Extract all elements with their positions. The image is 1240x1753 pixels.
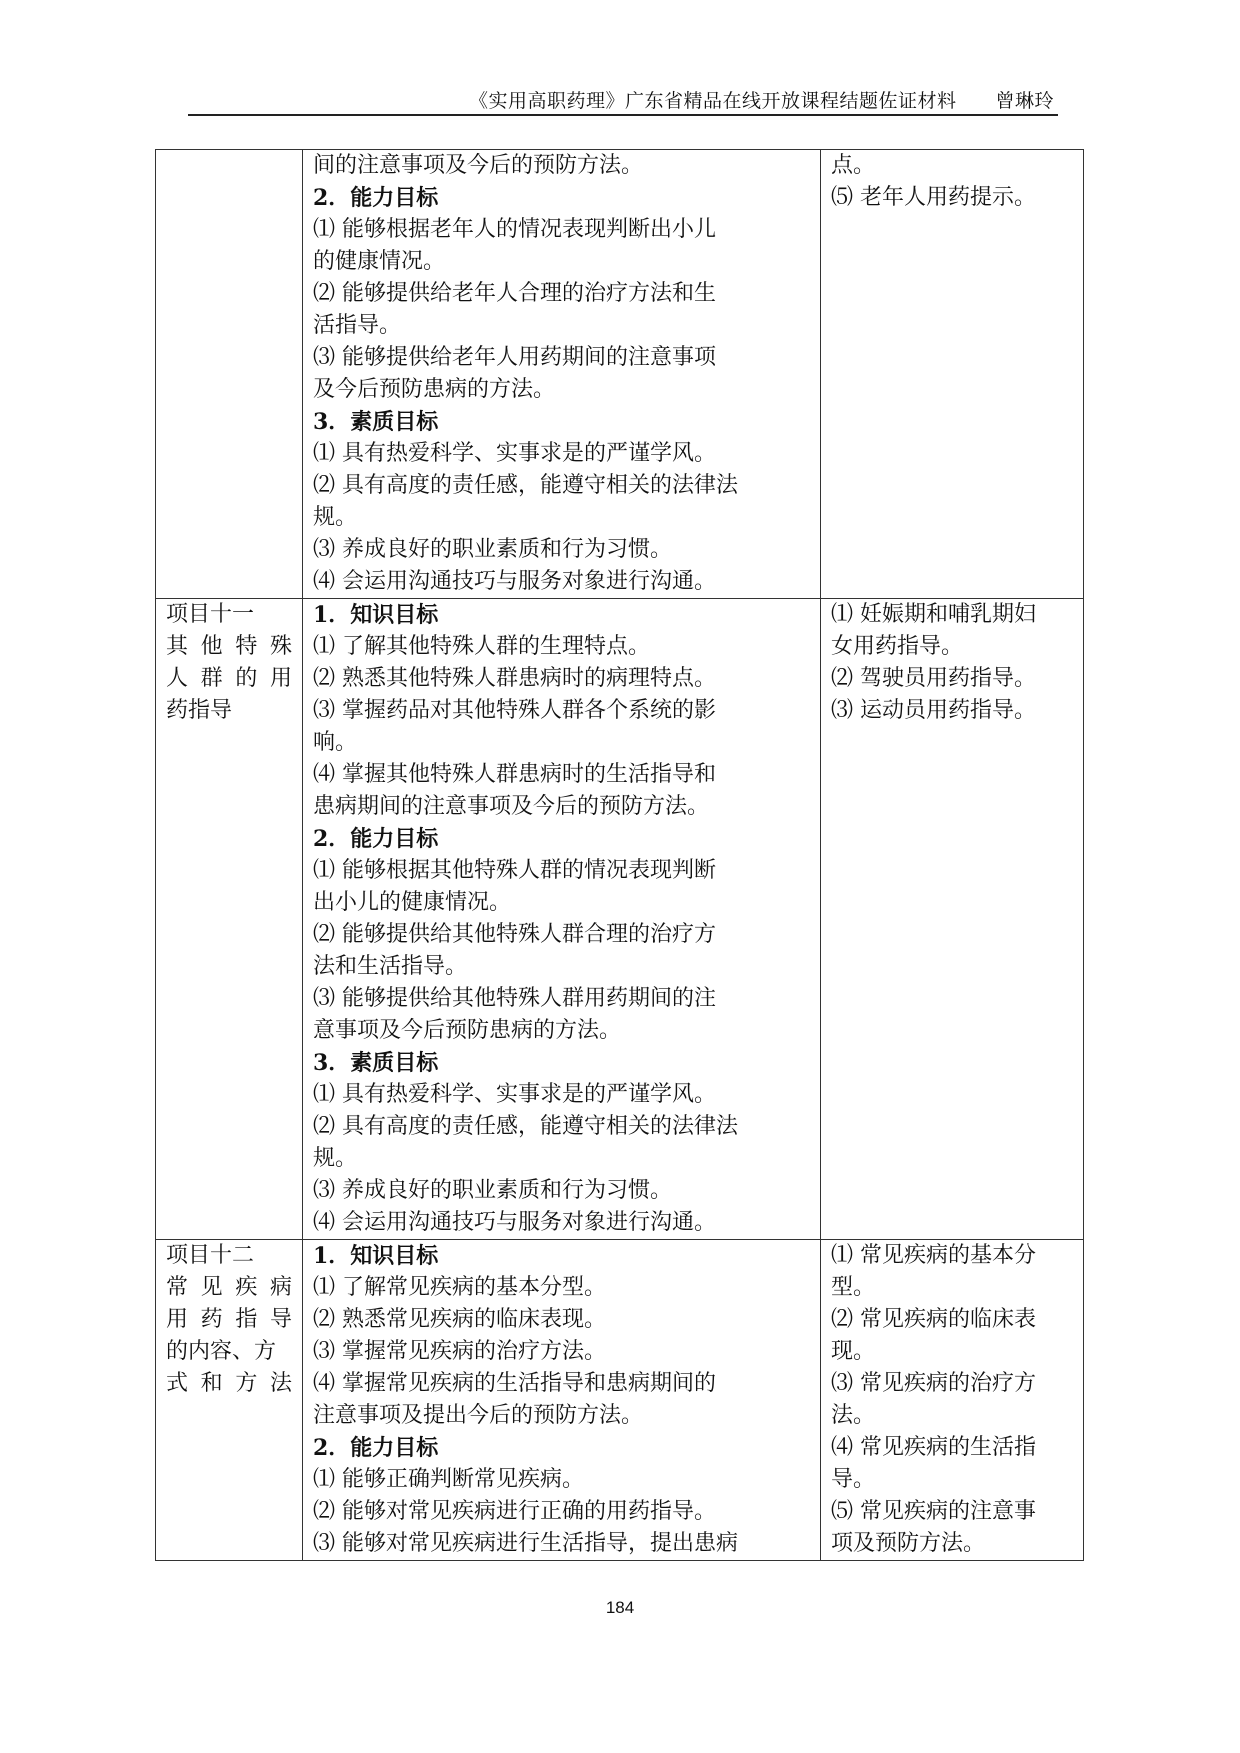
objective-heading: 1．知识目标 <box>313 1243 439 1269</box>
project-title-line: 式和方法 <box>166 1371 292 1396</box>
objective-line: 患病期间的注意事项及今后的预防方法。 <box>313 794 710 819</box>
objective-line: ⑶ 掌握常见疾病的治疗方法。 <box>313 1339 606 1364</box>
header-title: 《实用高职药理》广东省精品在线开放课程结题佐证材料 曾琳玲 <box>468 90 1054 112</box>
objective-line: ⑵ 熟悉其他特殊人群患病时的病理特点。 <box>313 666 716 691</box>
objective-line: 注意事项及提出今后的预防方法。 <box>313 1403 644 1428</box>
objective-line: 及今后预防患病的方法。 <box>313 377 556 402</box>
objective-line: ⑶ 养成良好的职业素质和行为习惯。 <box>313 1178 672 1203</box>
content-cell <box>821 599 1084 1240</box>
content-line: ⑸ 老年人用药提示。 <box>831 185 1036 210</box>
content-cell <box>821 1240 1084 1561</box>
project-title-line: 项目十一 <box>166 602 255 627</box>
objective-line: ⑵ 能够提供给其他特殊人群合理的治疗方 <box>313 922 716 947</box>
objective-heading: 2．能力目标 <box>313 826 439 852</box>
content-line: ⑶ 常见疾病的治疗方 <box>831 1371 1036 1396</box>
content-line: 女用药指导。 <box>831 634 964 659</box>
objective-line: ⑵ 熟悉常见疾病的临床表现。 <box>313 1307 606 1332</box>
objective-line: ⑵ 能够提供给老年人合理的治疗方法和生 <box>313 281 716 306</box>
project-cell <box>156 599 303 1240</box>
content-line: 项及预防方法。 <box>831 1531 986 1556</box>
content-line: ⑶ 运动员用药指导。 <box>831 698 1036 723</box>
content-line: 型。 <box>831 1275 876 1300</box>
content-line: ⑵ 常见疾病的临床表 <box>831 1307 1036 1332</box>
objective-line: ⑶ 能够提供给老年人用药期间的注意事项 <box>313 345 716 370</box>
syllabus-table <box>155 149 1084 1561</box>
objective-line: ⑷ 会运用沟通技巧与服务对象进行沟通。 <box>313 569 716 594</box>
objectives-cell <box>303 150 821 599</box>
objective-line: 法和生活指导。 <box>313 954 468 979</box>
content-line: 点。 <box>831 153 876 178</box>
objective-line: 间的注意事项及今后的预防方法。 <box>313 153 644 178</box>
content-line: ⑴ 妊娠期和哺乳期妇 <box>831 602 1036 627</box>
page-header <box>188 86 1058 116</box>
objective-heading: 2．能力目标 <box>313 1435 439 1461</box>
objective-heading: 3．素质目标 <box>313 409 439 435</box>
project-title-line: 用药指导 <box>166 1307 292 1332</box>
objective-line: 的健康情况。 <box>313 249 446 274</box>
page-number: 184 <box>605 1598 635 1617</box>
project-title-line: 的内容、方 <box>166 1339 277 1364</box>
objective-line: ⑴ 了解常见疾病的基本分型。 <box>313 1275 606 1300</box>
objective-line: ⑴ 具有热爱科学、实事求是的严谨学风。 <box>313 441 716 466</box>
project-title-line: 人群的用 <box>166 666 292 691</box>
objective-line: ⑷ 会运用沟通技巧与服务对象进行沟通。 <box>313 1210 716 1235</box>
content-line: 法。 <box>831 1403 876 1428</box>
objective-line: 规。 <box>313 1146 358 1171</box>
objective-line: ⑴ 了解其他特殊人群的生理特点。 <box>313 634 650 659</box>
objective-line: 出小儿的健康情况。 <box>313 890 512 915</box>
objective-line: ⑶ 养成良好的职业素质和行为习惯。 <box>313 537 672 562</box>
objective-line: ⑴ 能够正确判断常见疾病。 <box>313 1467 584 1492</box>
table-row <box>156 599 1084 1240</box>
objective-line: ⑴ 能够根据其他特殊人群的情况表现判断 <box>313 858 716 883</box>
objective-line: ⑶ 能够对常见疾病进行生活指导，提出患病 <box>313 1531 738 1556</box>
objective-line: ⑷ 掌握常见疾病的生活指导和患病期间的 <box>313 1371 716 1396</box>
objective-line: 规。 <box>313 505 358 530</box>
project-cell <box>156 1240 303 1561</box>
objective-line: 意事项及今后预防患病的方法。 <box>313 1018 622 1043</box>
objective-line: 响。 <box>313 730 358 755</box>
project-title-line: 项目十二 <box>166 1243 255 1268</box>
objective-line: ⑶ 掌握药品对其他特殊人群各个系统的影 <box>313 698 716 723</box>
objective-line: ⑵ 能够对常见疾病进行正确的用药指导。 <box>313 1499 716 1524</box>
objective-heading: 3．素质目标 <box>313 1050 439 1076</box>
objective-line: ⑷ 掌握其他特殊人群患病时的生活指导和 <box>313 762 716 787</box>
project-cell <box>156 150 303 599</box>
content-line: ⑴ 常见疾病的基本分 <box>831 1243 1036 1268</box>
project-title-line: 药指导 <box>166 698 233 723</box>
objective-line: 活指导。 <box>313 313 402 338</box>
table-row <box>156 150 1084 599</box>
objective-line: ⑶ 能够提供给其他特殊人群用药期间的注 <box>313 986 716 1011</box>
objective-heading: 2．能力目标 <box>313 185 439 211</box>
objectives-cell <box>303 599 821 1240</box>
content-line: ⑸ 常见疾病的注意事 <box>831 1499 1036 1524</box>
content-line: ⑵ 驾驶员用药指导。 <box>831 666 1036 691</box>
objectives-cell <box>303 1240 821 1561</box>
project-title-line: 其他特殊 <box>166 634 292 659</box>
table-row <box>156 1240 1084 1561</box>
objective-line: ⑵ 具有高度的责任感，能遵守相关的法律法 <box>313 473 738 498</box>
content-cell <box>821 150 1084 599</box>
objective-line: ⑴ 具有热爱科学、实事求是的严谨学风。 <box>313 1082 716 1107</box>
objective-line: ⑴ 能够根据老年人的情况表现判断出小儿 <box>313 217 716 242</box>
content-line: 现。 <box>831 1339 876 1364</box>
project-title-line: 常见疾病 <box>166 1275 292 1300</box>
content-line: 导。 <box>831 1467 876 1492</box>
objective-heading: 1．知识目标 <box>313 602 439 628</box>
content-line: ⑷ 常见疾病的生活指 <box>831 1435 1036 1460</box>
objective-line: ⑵ 具有高度的责任感，能遵守相关的法律法 <box>313 1114 738 1139</box>
